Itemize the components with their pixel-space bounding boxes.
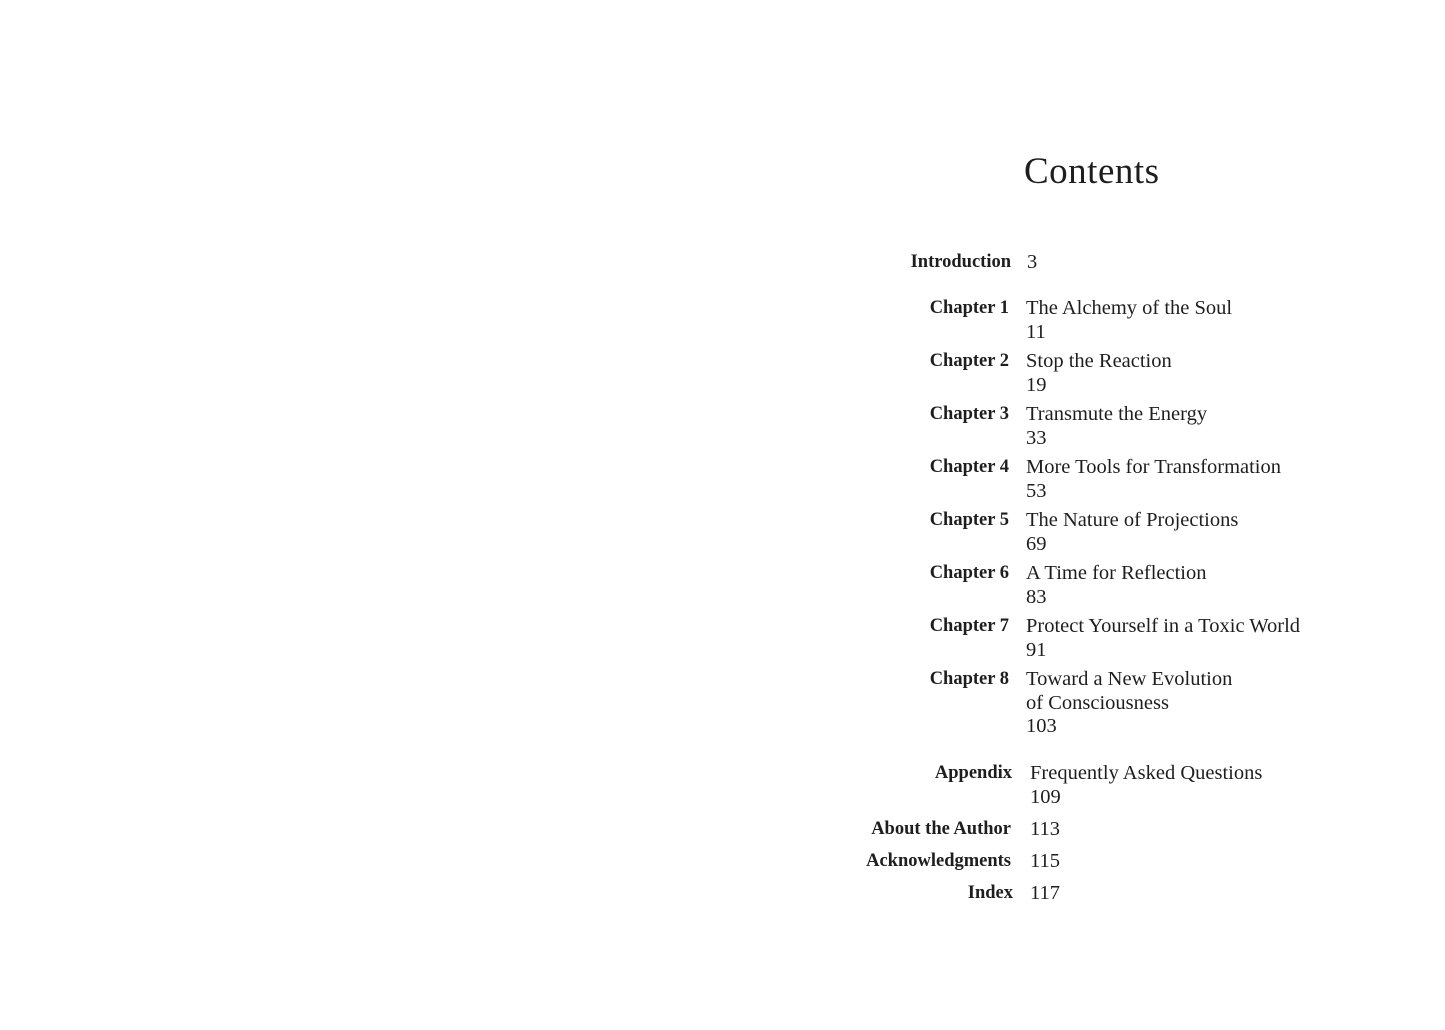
toc-entry-body	[1027, 251, 1037, 275]
toc-entry-page-number: 19	[1026, 373, 1047, 396]
toc-entry-label: Index	[967, 883, 1013, 903]
toc-entry-page-number: 3	[1027, 251, 1038, 273]
toc-entry-page-number: 91	[1026, 638, 1047, 661]
toc-entry-page-number: 103	[1026, 715, 1057, 737]
toc-entry-body	[1026, 668, 1232, 739]
toc-entry-label: Chapter 7	[929, 616, 1009, 636]
toc-entry-label: Chapter 8	[929, 669, 1009, 689]
toc-entry-body	[1030, 762, 1262, 809]
toc-entry-label: Chapter 3	[929, 404, 1009, 424]
toc-entry-body	[1026, 403, 1207, 450]
page-title: Contents	[1024, 151, 1160, 192]
toc-entry-title: Protect Yourself in a Toxic World	[1026, 615, 1301, 637]
toc-entry-title: The Alchemy of the Soul	[1026, 297, 1233, 319]
toc-entry-label: Introduction	[910, 252, 1011, 272]
toc-entry-body	[1030, 882, 1060, 906]
toc-entry-label: Chapter 5	[929, 510, 1009, 530]
toc-entry-page-number: 117	[1030, 882, 1060, 904]
toc-entry-body	[1026, 297, 1232, 344]
toc-entry-page-number: 109	[1030, 785, 1061, 808]
toc-entry-label: Chapter 6	[929, 563, 1009, 583]
toc-entry-body	[1026, 615, 1300, 662]
toc-entry-label: Chapter 4	[929, 457, 1009, 477]
toc-entry-body	[1026, 509, 1238, 556]
toc-entry-title: Stop the Reaction	[1026, 350, 1172, 372]
toc-entry-label: Acknowledgments	[866, 851, 1011, 871]
toc-entry-body	[1026, 456, 1281, 503]
toc-entry-page-number: 83	[1026, 585, 1047, 608]
toc-entry-title: More Tools for Transformation	[1026, 456, 1281, 478]
toc-entry-label: Appendix	[934, 763, 1012, 783]
toc-entry-body	[1030, 818, 1060, 842]
toc-entry-title: The Nature of Projections	[1026, 509, 1239, 531]
toc-entry-page-number: 33	[1026, 426, 1047, 449]
toc-entry-title-continued: of Consciousness	[1026, 691, 1169, 714]
toc-entry-title: Toward a New Evolution	[1026, 668, 1233, 690]
toc-entry-label: Chapter 1	[929, 298, 1009, 318]
toc-entry-title: A Time for Reflection	[1026, 562, 1207, 584]
toc-entry-page-number: 53	[1026, 479, 1047, 502]
toc-entry-page-number: 69	[1026, 532, 1047, 555]
toc-entry-label: Chapter 2	[929, 351, 1009, 371]
toc-entry-body	[1030, 850, 1060, 874]
toc-entry-label: About the Author	[871, 819, 1011, 839]
toc-entry-body	[1026, 350, 1172, 397]
toc-entry-page-number: 115	[1030, 850, 1060, 872]
toc-entry-page-number: 11	[1026, 320, 1046, 343]
toc-entry-title: Frequently Asked Questions	[1030, 762, 1263, 784]
toc-entry-body	[1026, 562, 1207, 609]
toc-entry-page-number: 113	[1030, 818, 1060, 840]
toc-entry-title: Transmute the Energy	[1026, 403, 1208, 425]
